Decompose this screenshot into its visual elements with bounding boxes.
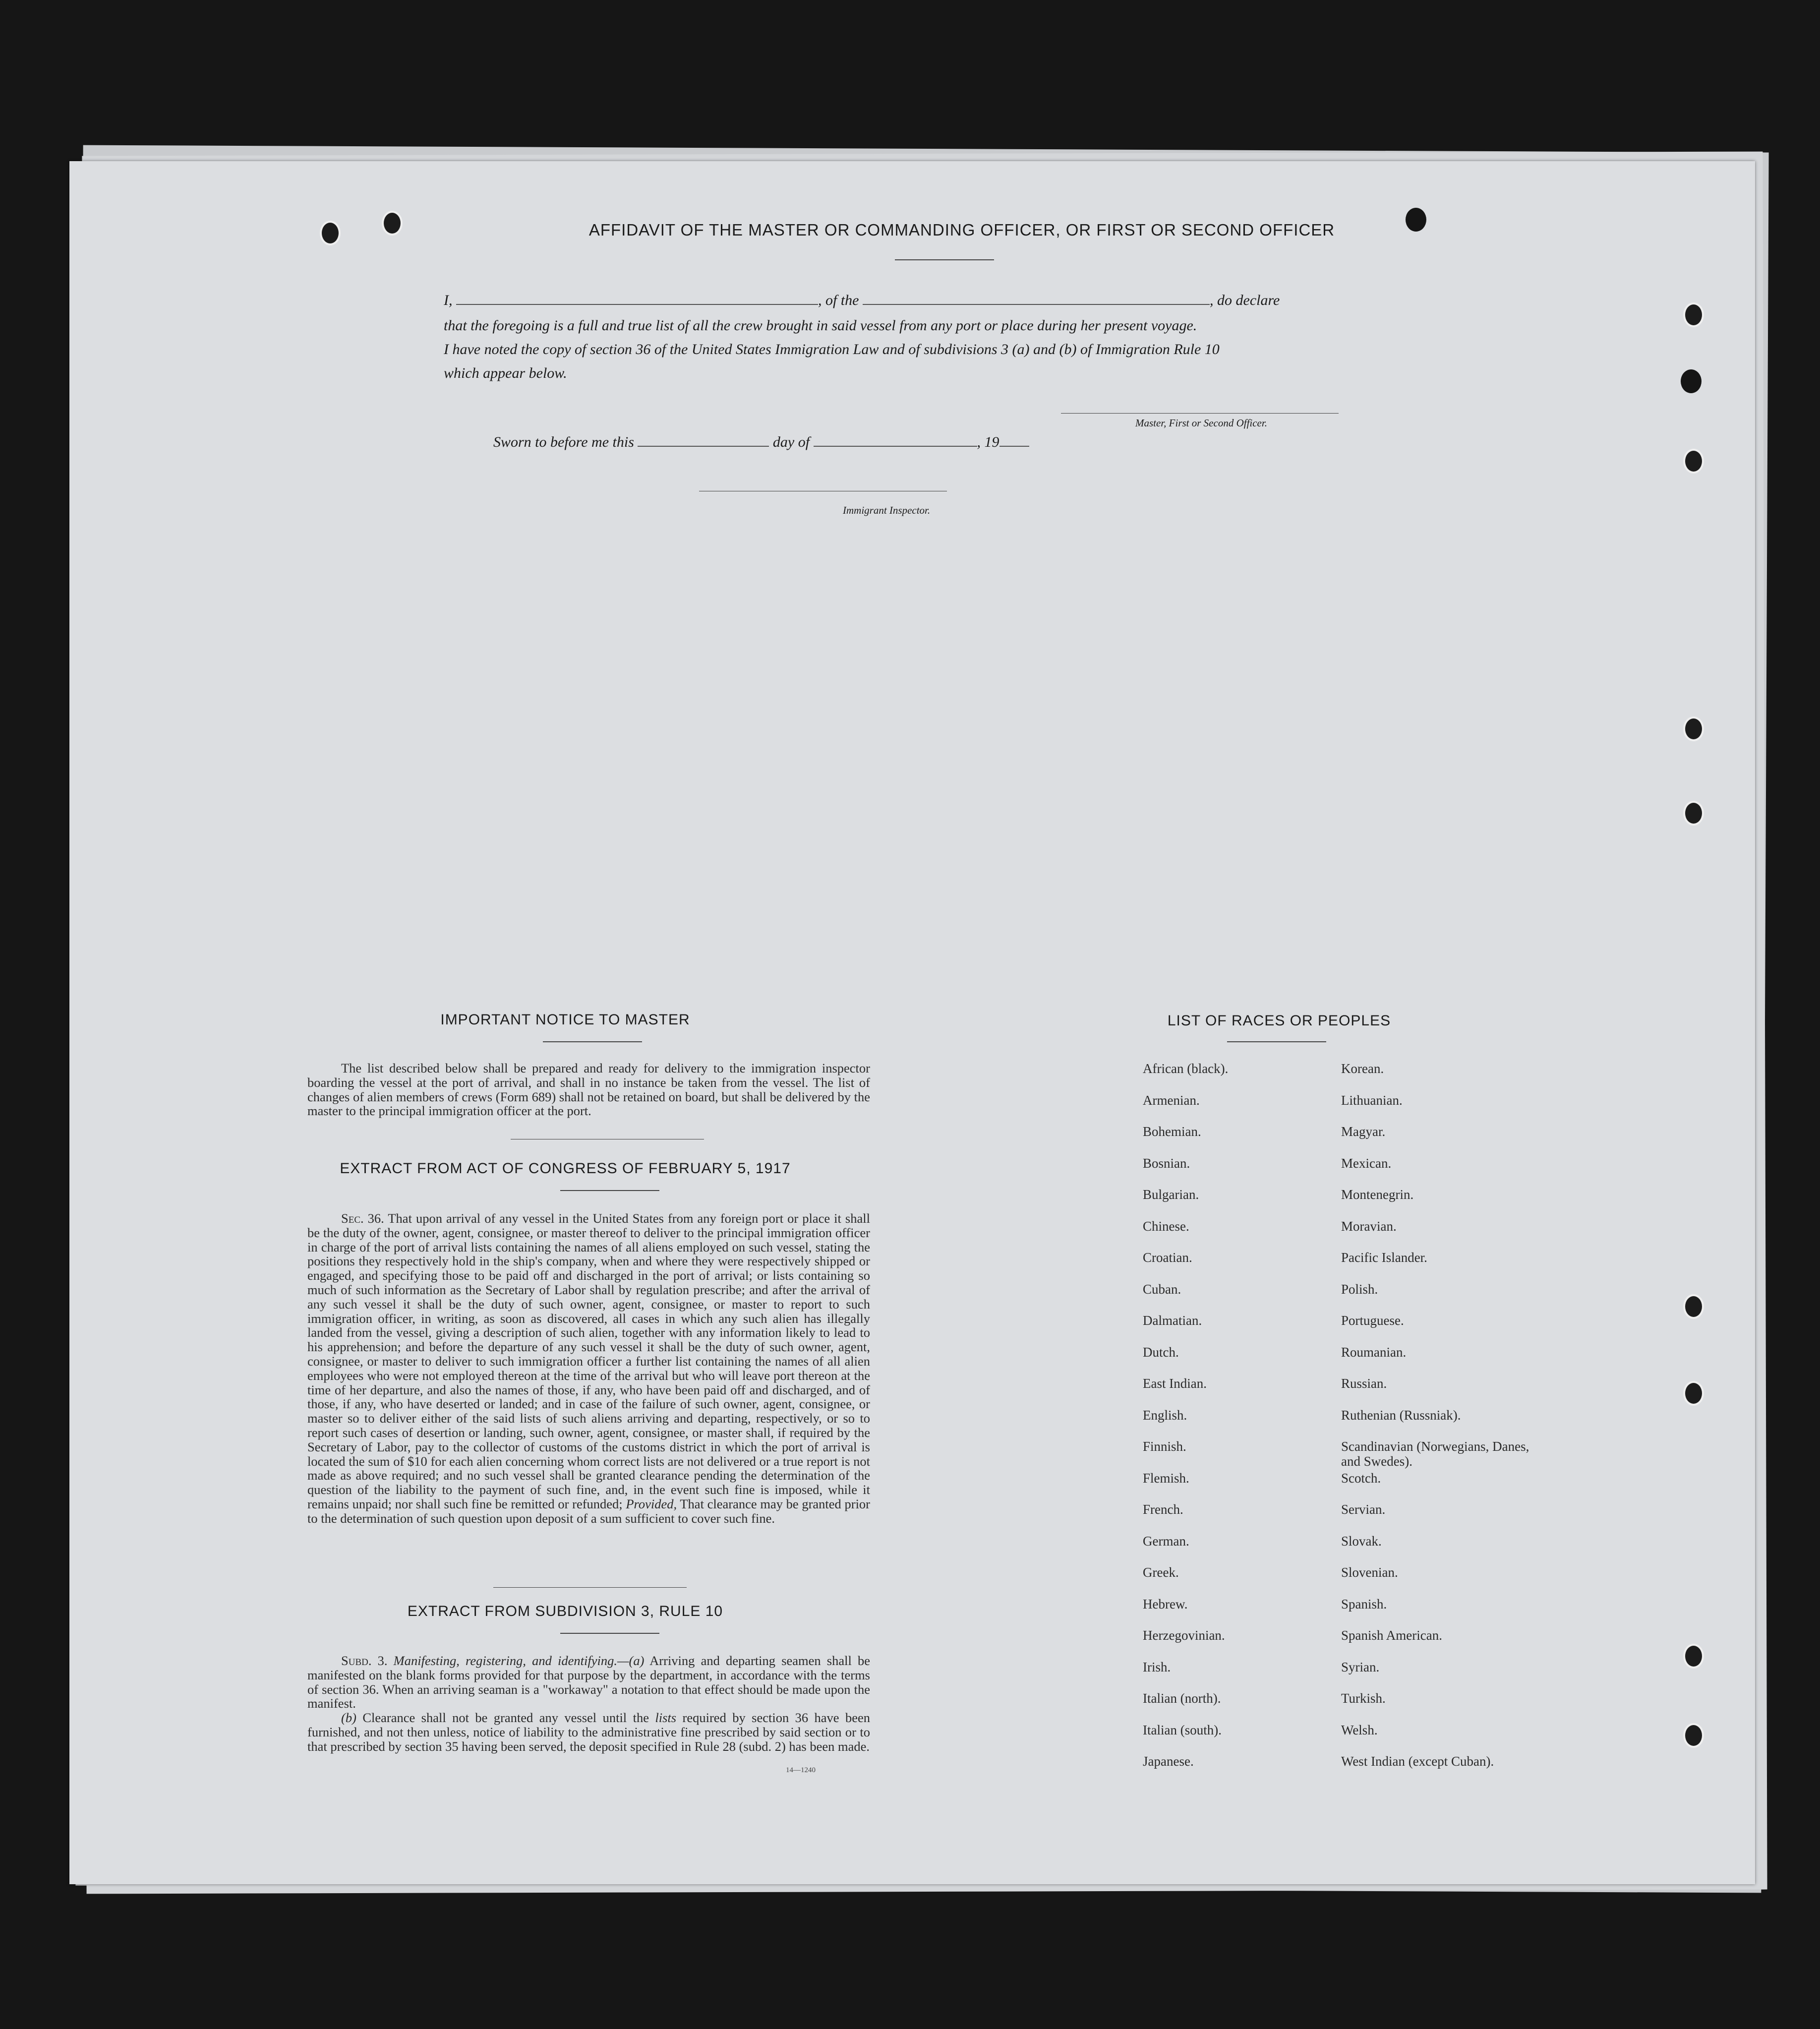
notice-body: The list described below shall be prepared and ready for delivery to the immigration inspector boarding the vessel at the port of arrival, and shall in no instance be taken from the vessel. The list of changes of alien members of crews (Form 689) shall not be retained on board, but shall be delivered by the master to the principal immigration officer at the port. [307, 1061, 870, 1119]
race-item: Lithuanian. [1341, 1092, 1403, 1108]
race-item: Chinese. [1143, 1218, 1189, 1234]
sworn-label: Sworn to before me this [493, 434, 634, 450]
act-title: EXTRACT FROM ACT OF CONGRESS OF FEBRUARY 5, 1917 [340, 1160, 791, 1177]
race-item: Syrian. [1341, 1659, 1380, 1674]
race-item: Pacific Islander. [1341, 1250, 1427, 1265]
race-item: Russian. [1341, 1376, 1387, 1391]
signature-line [1061, 413, 1339, 414]
i-label: I, [444, 292, 453, 308]
notice-title: IMPORTANT NOTICE TO MASTER [440, 1012, 690, 1028]
race-item: Scotch. [1341, 1470, 1381, 1486]
rule10-heading: Manifesting, registering, and identifying.—(a) [393, 1653, 645, 1668]
act-body [307, 1211, 870, 1526]
punch-hole [320, 221, 341, 245]
punch-hole [1681, 369, 1702, 393]
month-blank [814, 433, 977, 447]
race-item: West Indian (except Cuban). [1341, 1754, 1494, 1769]
race-item: German. [1143, 1533, 1189, 1549]
race-item: Japanese. [1143, 1754, 1194, 1769]
race-item: English. [1143, 1407, 1187, 1423]
race-item: Welsh. [1341, 1722, 1378, 1737]
punch-hole [1683, 716, 1704, 741]
race-item: Croatian. [1143, 1250, 1192, 1265]
race-item: Italian (south). [1143, 1722, 1222, 1737]
title-rule [1227, 1041, 1326, 1042]
day-blank [638, 433, 769, 447]
race-item: Servian. [1341, 1502, 1386, 1517]
section-divider [493, 1587, 687, 1588]
rule10-text-b1: Clearance shall not be granted any vessel until the [362, 1710, 649, 1726]
sec-label: Sec. 36. [341, 1211, 384, 1226]
act-text: That upon arrival of any vessel in the United States from any foreign port or place it shall be the duty of the owner, agent, consignee, or master thereof to deliver to the principal immigration officer in charge of the port of arrival lists containing the names of all aliens employed on such vessel, stating the positions they respectively hold in the ship's company, when and where they were respectively shipped or engaged, and specifying those to be paid off and discharged in the port of arrival; or lists containing so much of such information as the Secretary of Labor shall by regulation prescribe; and after the arrival of any such vessel it shall be the duty of such owner, agent, consignee, or master to report to such immigration officer, in writing, as soon as discovered, all cases in which any such alien has illegally landed from the vessel, giving a description of such alien, together with any information likely to lead to his apprehension; and before the departure of any such vessel it shall be the duty of such owner, agent, consignee, or master to deliver to such immigration officer a further list containing the names of all alien employees who were not employed thereon at the time of the arrival but who will leave port thereon at the time of her departure, and also the names of those, if any, who have been paid off and discharged, and of those, if any, who have deserted or landed; and in case of the failure of such owner, agent, consignee, or master so to deliver either of the said lists of such aliens arriving and departing, respectively, or so to report such cases of desertion or landing, such owner, agent, consignee, or master shall, if required by the Secretary of Labor, pay to the collector of customs of the customs district in which the port of arrival is located the sum of $10 for each alien concerning whom correct lists are not delivered or a true report is not made as above required; and no such vessel shall be granted clearance pending the determination of the question of the liability to the payment of such fine, and, in the event such fine is imposed, while it remains unpaid; nor shall such fine be remitted or refunded; [307, 1211, 870, 1511]
race-item: Korean. [1341, 1061, 1384, 1076]
race-item: Dutch. [1143, 1344, 1179, 1360]
title-rule [560, 1633, 659, 1634]
race-item: Moravian. [1341, 1218, 1397, 1234]
race-item: Irish. [1143, 1659, 1171, 1674]
race-item: Ruthenian (Russniak). [1341, 1407, 1461, 1423]
b-label: (b) [341, 1710, 356, 1726]
day-of-label: day of [772, 434, 810, 450]
race-item: Montenegrin. [1341, 1187, 1414, 1202]
race-item: Herzegovinian. [1143, 1628, 1225, 1643]
race-item: Greek. [1143, 1565, 1179, 1580]
race-item: Slovenian. [1341, 1565, 1398, 1580]
punch-hole [1683, 302, 1704, 327]
race-item: African (black). [1143, 1061, 1229, 1076]
of-the-label: , of the [818, 292, 859, 308]
do-declare-label: , do declare [1210, 292, 1280, 308]
form-number: 14—1240 [786, 1766, 816, 1774]
sworn-line [493, 433, 1029, 451]
rule10-body [307, 1654, 870, 1754]
affidavit-line: that the foregoing is a full and true list of all the crew brought in said vessel from any port or place during her present voyage. [444, 317, 1197, 334]
rule10-title: EXTRACT FROM SUBDIVISION 3, RULE 10 [407, 1603, 723, 1619]
name-blank [456, 291, 818, 305]
punch-hole [1683, 1294, 1704, 1319]
title-rule [895, 259, 994, 260]
race-item: Flemish. [1143, 1470, 1189, 1486]
race-item: Portuguese. [1341, 1313, 1404, 1328]
manifest-form-sheet [69, 161, 1755, 1884]
race-item: Slovak. [1341, 1533, 1382, 1549]
punch-hole [1683, 449, 1704, 474]
race-item: Armenian. [1143, 1092, 1200, 1108]
lists-word: lists [655, 1710, 677, 1726]
race-item: Roumanian. [1341, 1344, 1407, 1360]
affidavit-title: AFFIDAVIT OF THE MASTER OR COMMANDING OFFICER, OR FIRST OR SECOND OFFICER [588, 221, 1335, 239]
rule10-para-a [307, 1654, 870, 1711]
inspector-caption: Immigrant Inspector. [843, 504, 931, 516]
provided-word: Provided, [626, 1496, 677, 1511]
affidavit-line: I have noted the copy of section 36 of the United States Immigration Law and of subdivisions 3 (a) and (b) of Immigration Rule 10 [444, 341, 1220, 358]
title-rule [543, 1041, 642, 1042]
race-item: Spanish. [1341, 1596, 1387, 1611]
race-item: Bulgarian. [1143, 1187, 1199, 1202]
vessel-blank [863, 291, 1210, 305]
rule10-para-b [307, 1711, 870, 1753]
race-item: Bosnian. [1143, 1155, 1190, 1171]
race-item: East Indian. [1143, 1376, 1207, 1391]
races-title: LIST OF RACES OR PEOPLES [1167, 1013, 1391, 1029]
race-item: Polish. [1341, 1281, 1378, 1297]
punch-hole [1683, 801, 1704, 826]
title-rule [560, 1190, 659, 1191]
year-label: , 19 [977, 434, 999, 450]
race-item: Hebrew. [1143, 1596, 1188, 1611]
punch-hole [1683, 1381, 1704, 1406]
affidavit-body [444, 314, 1455, 385]
race-item: Spanish American. [1341, 1628, 1442, 1643]
race-item: French. [1143, 1502, 1183, 1517]
race-item: Bohemian. [1143, 1124, 1201, 1139]
subd-label: Subd. 3. [341, 1653, 388, 1668]
year-blank [999, 433, 1029, 447]
signature-caption: Master, First or Second Officer. [1135, 417, 1267, 429]
punch-hole [1683, 1644, 1704, 1669]
race-item: Turkish. [1341, 1691, 1386, 1706]
race-item: Cuban. [1143, 1281, 1181, 1297]
rule10-text-a: Arriving and departing seamen shall be manifested on the blank forms provided for that purpose by the department, in accordance with the terms of section 36. When an arriving seaman is a "workaway" a notation to that effect should be made upon the manifest. [307, 1653, 871, 1711]
race-item: Scandinavian (Norwegians, Danes, and Swedes). [1341, 1439, 1529, 1469]
punch-hole [1683, 1723, 1704, 1748]
punch-hole [382, 211, 403, 236]
affidavit-line: which appear below. [444, 365, 567, 381]
rule10-text-b2: required by section 36 have been furnished, and not then unless, notice of liability to the administrative fine prescribed by said section or to that prescribed by section 35 having been served, the deposit specified in Rule 28 (subd. 2) has been made. [307, 1710, 871, 1754]
race-item: Mexican. [1341, 1155, 1392, 1171]
act-text-end: That clearance may be granted prior to the determination of such question upon deposit of a sum sufficient to cover such fine. [307, 1496, 871, 1526]
race-item: Italian (north). [1143, 1691, 1221, 1706]
race-item: Magyar. [1341, 1124, 1386, 1139]
race-item: Dalmatian. [1143, 1313, 1202, 1328]
affidavit-declaration-line [444, 291, 1450, 309]
race-item: Finnish. [1143, 1439, 1186, 1454]
